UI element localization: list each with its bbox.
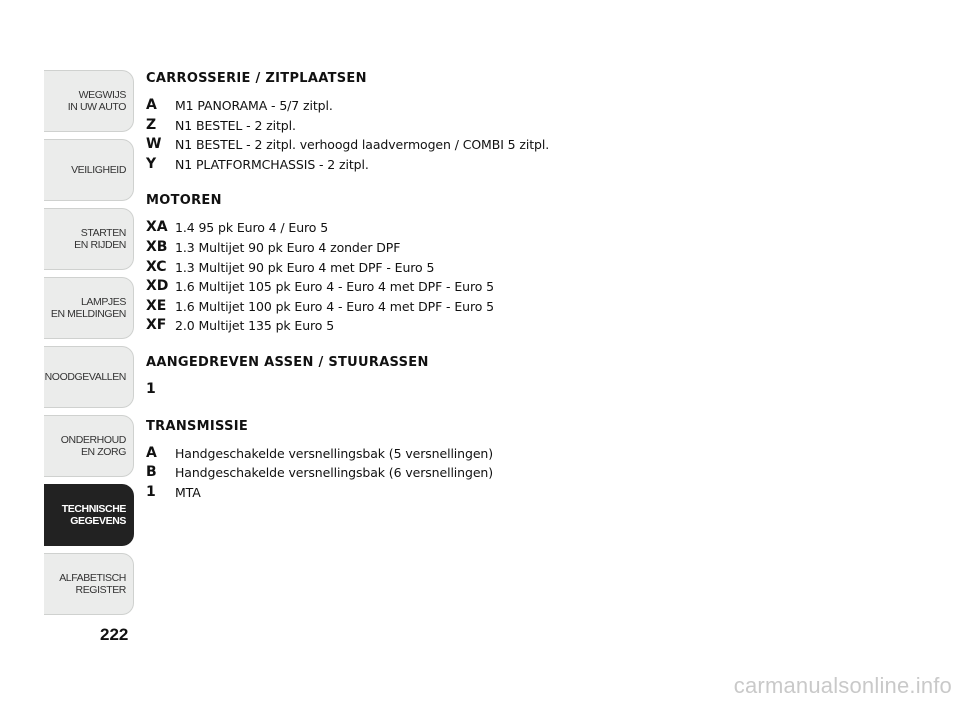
item-code: XC	[146, 258, 167, 275]
list-item	[146, 277, 786, 297]
item-desc: N1 BESTEL - 2 zitpl. verhoogd laadvermogen / COMBI 5 zitpl.	[175, 137, 550, 153]
item-desc: 1.4 95 pk Euro 4 / Euro 5	[175, 220, 329, 236]
item-code: XB	[146, 238, 168, 255]
tab-lampjes[interactable]	[44, 277, 134, 339]
item-code: XD	[146, 278, 169, 295]
item-code: 1	[146, 380, 156, 397]
list-item	[146, 218, 786, 238]
item-desc: 1.6 Multijet 100 pk Euro 4 - Euro 4 met DPF - Euro 5	[175, 298, 494, 314]
tab-onderhoud[interactable]	[44, 415, 134, 477]
list-item	[146, 116, 786, 136]
tab-label: ALFABETISCH REGISTER	[59, 572, 126, 596]
tab-label: VEILIGHEID	[71, 164, 126, 176]
watermark: carmanualsonline.info	[733, 673, 952, 698]
item-desc: 1.6 Multijet 105 pk Euro 4 - Euro 4 met DPF - Euro 5	[175, 279, 494, 295]
list-item	[146, 155, 786, 175]
tab-wegwijs[interactable]	[44, 70, 134, 132]
section-title: MOTOREN	[146, 193, 222, 209]
list-item	[146, 483, 786, 503]
list-item	[146, 297, 786, 317]
section-axles	[146, 355, 786, 400]
list-item	[146, 463, 786, 483]
item-code: Z	[146, 116, 157, 133]
tab-veiligheid[interactable]	[44, 139, 134, 201]
tab-label: STARTEN EN RIJDEN	[74, 227, 126, 251]
item-desc: N1 BESTEL - 2 zitpl.	[175, 117, 296, 133]
item-code: B	[146, 464, 157, 481]
item-desc: 1.3 Multijet 90 pk Euro 4 met DPF - Euro 5	[175, 259, 435, 275]
item-code: W	[146, 136, 162, 153]
page-content	[146, 71, 786, 521]
section-title: AANGEDREVEN ASSEN / STUURASSEN	[146, 354, 429, 370]
section-title: CARROSSERIE / ZITPLAATSEN	[146, 71, 367, 86]
list-item	[146, 238, 786, 258]
list-item	[146, 444, 786, 464]
item-code: XF	[146, 317, 167, 334]
section-body	[146, 71, 786, 174]
item-code: A	[146, 97, 157, 113]
tab-label: TECHNISCHE GEGEVENS	[61, 503, 126, 527]
section-engines	[146, 193, 786, 336]
section-transmission	[146, 419, 786, 503]
list-item	[146, 96, 786, 116]
item-desc: 2.0 Multijet 135 pk Euro 5	[175, 318, 335, 334]
chapter-tabs	[44, 70, 134, 622]
list-item	[146, 380, 786, 400]
list-item	[146, 316, 786, 336]
list-item	[146, 258, 786, 278]
tab-starten[interactable]	[44, 208, 134, 270]
tab-label: WEGWIJS IN UW AUTO	[67, 89, 126, 113]
tab-noodgevallen[interactable]	[44, 346, 134, 408]
tab-alfabetisch-register[interactable]	[44, 553, 134, 615]
tab-label: NOODGEVALLEN	[44, 371, 126, 383]
page-number: 222	[100, 625, 129, 644]
item-desc: Handgeschakelde versnellingsbak (6 versnellingen)	[175, 465, 494, 481]
tab-label: ONDERHOUD EN ZORG	[60, 434, 126, 458]
section-title: TRANSMISSIE	[146, 418, 249, 434]
item-code: XA	[146, 219, 168, 236]
item-desc: M1 PANORAMA - 5/7 zitpl.	[175, 98, 333, 113]
list-item	[146, 135, 786, 155]
tab-label: LAMPJES EN MELDINGEN	[50, 296, 126, 320]
tab-technische-gegevens[interactable]	[44, 484, 134, 546]
item-desc: MTA	[175, 484, 201, 500]
item-desc: 1.3 Multijet 90 pk Euro 4 zonder DPF	[175, 239, 401, 255]
item-code: XE	[146, 297, 167, 314]
item-code: Y	[146, 155, 157, 172]
item-desc: N1 PLATFORMCHASSIS - 2 zitpl.	[175, 156, 369, 172]
item-desc: Handgeschakelde versnellingsbak (5 versnellingen)	[175, 445, 494, 461]
item-code: 1	[146, 483, 156, 500]
item-code: A	[146, 444, 157, 461]
